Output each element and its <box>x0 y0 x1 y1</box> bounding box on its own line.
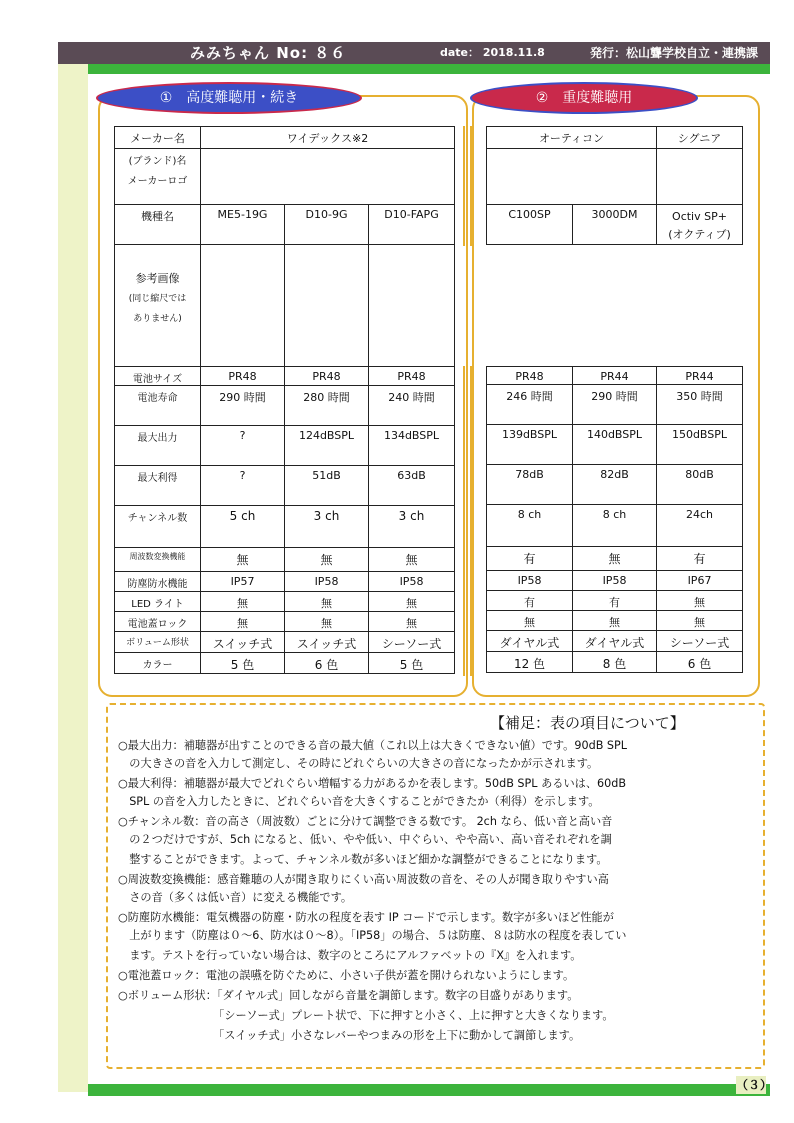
note-line: ます。テストを行っていない場合は、数字のところにアルファベットの『X』を入れます。 <box>118 949 582 962</box>
freq-conv-cell: 無 <box>369 548 455 572</box>
label-life: 電池寿命 <box>115 386 201 426</box>
logo-cell-right <box>657 149 743 205</box>
life-cell: 246 時間 <box>487 385 573 425</box>
waterproof-cell: IP58 <box>573 571 657 591</box>
label-brand-logo <box>115 149 201 205</box>
model-cell: D10-FAPG <box>369 205 455 245</box>
issuer: 発行：松山聾学校自立・連携課 <box>590 46 759 60</box>
spec-table-right <box>486 126 743 673</box>
note-line: SPL の音を入力したときに、どれぐらい音を大きくすることができたか（利得）を示します。 <box>118 795 600 808</box>
channels-cell: 5 ch <box>201 506 285 548</box>
life-cell: 280 時間 <box>285 386 369 426</box>
label-maker: メーカー名 <box>115 127 201 149</box>
volume-cell: スイッチ式 <box>201 632 285 653</box>
lock-cell: 無 <box>657 611 743 631</box>
newsletter-title: みみちゃん No: ８６ <box>190 44 347 62</box>
ref-image-label: 参考画像 <box>135 272 180 285</box>
note-line: ○防塵防水機能：電気機器の防塵・防水の程度を表す IP コードで示します。数字が多いほど性能が <box>118 911 614 924</box>
max-gain-cell: 80dB <box>657 465 743 505</box>
channels-cell: 3 ch <box>285 506 369 548</box>
channels-cell: 24ch <box>657 505 743 547</box>
label-model: 機種名 <box>115 205 201 245</box>
channels-cell: 8 ch <box>487 505 573 547</box>
colors-cell: 6 色 <box>657 652 743 673</box>
max-gain-cell: ? <box>201 466 285 506</box>
ref-image-note: (同じ縮尺では <box>128 294 187 304</box>
note-line: ○最大利得：補聴器が最大でどれぐらい増幅する力があるかを表します。50dB SPL あるいは、60dB <box>118 777 627 790</box>
lock-cell: 無 <box>369 612 455 632</box>
volume-cell: ダイヤル式 <box>573 631 657 652</box>
model-note: (オクティブ) <box>668 228 731 241</box>
battery-cell: PR48 <box>369 367 455 386</box>
label-waterproof: 防塵防水機能 <box>115 572 201 592</box>
colors-cell: 12 色 <box>487 652 573 673</box>
image-cell <box>201 245 285 367</box>
max-gain-cell: 82dB <box>573 465 657 505</box>
volume-cell: ダイヤル式 <box>487 631 573 652</box>
lock-cell: 無 <box>285 612 369 632</box>
image-cell <box>657 245 743 367</box>
waterproof-cell: IP67 <box>657 571 743 591</box>
logo-cell-right <box>487 149 657 205</box>
led-cell: 無 <box>657 591 743 611</box>
battery-cell: PR44 <box>657 367 743 385</box>
label-battery: 電池サイズ <box>115 367 201 386</box>
volume-cell: シーソー式 <box>657 631 743 652</box>
spec-table-left <box>114 126 455 674</box>
battery-cell: PR48 <box>201 367 285 386</box>
image-cell <box>487 245 573 367</box>
lock-cell: 無 <box>573 611 657 631</box>
divider-line <box>463 366 465 676</box>
life-cell: 290 時間 <box>573 385 657 425</box>
volume-cell: スイッチ式 <box>285 632 369 653</box>
lock-cell: 無 <box>487 611 573 631</box>
image-cell <box>573 245 657 367</box>
life-cell: 240 時間 <box>369 386 455 426</box>
panel-left-title: ① 高度難聴用・続き <box>96 82 362 114</box>
waterproof-cell: IP57 <box>201 572 285 592</box>
brand-oticon: オーティコン <box>487 127 657 149</box>
led-cell: 有 <box>573 591 657 611</box>
led-cell: 無 <box>369 592 455 612</box>
note-line: ○最大出力：補聴器が出すことのできる音の最大値（これ以上は大きくできない値）です。90dB SPL <box>118 739 628 752</box>
model-cell: D10-9G <box>285 205 369 245</box>
lock-cell: 無 <box>201 612 285 632</box>
waterproof-cell: IP58 <box>487 571 573 591</box>
divider-line <box>463 126 465 246</box>
battery-cell: PR44 <box>573 367 657 385</box>
label-ref-image <box>115 245 201 367</box>
waterproof-cell: IP58 <box>285 572 369 592</box>
image-cell <box>285 245 369 367</box>
label-volume: ボリューム形状 <box>115 632 201 653</box>
note-line: ○チャンネル数：音の高さ（周波数）ごとに分けて調整できる数です。 2ch なら、低い音と高い音 <box>118 815 613 828</box>
label-channels: チャンネル数 <box>115 506 201 548</box>
header-green-line <box>88 64 770 74</box>
label-max-output: 最大出力 <box>115 426 201 466</box>
max-gain-cell: 63dB <box>369 466 455 506</box>
freq-conv-cell: 無 <box>285 548 369 572</box>
model-cell-signia <box>657 205 743 245</box>
note-line: ○周波数変換機能：感音難聴の人が聞き取りにくい高い周波数の音を、その人が聞き取りやすい高 <box>118 873 609 886</box>
volume-cell: シーソー式 <box>369 632 455 653</box>
max-output-cell: 139dBSPL <box>487 425 573 465</box>
note-line: の２つだけですが、5ch になると、低い、やや低い、中ぐらい、やや高い、高い音それぞれを調 <box>118 833 612 846</box>
page-number: （３） <box>736 1078 773 1092</box>
model-cell: C100SP <box>487 205 573 245</box>
led-cell: 無 <box>201 592 285 612</box>
model-cell: 3000DM <box>573 205 657 245</box>
life-cell: 290 時間 <box>201 386 285 426</box>
colors-cell: 8 色 <box>573 652 657 673</box>
max-output-cell: 140dBSPL <box>573 425 657 465</box>
freq-conv-cell: 無 <box>201 548 285 572</box>
led-cell: 無 <box>285 592 369 612</box>
max-gain-cell: 78dB <box>487 465 573 505</box>
freq-conv-cell: 有 <box>657 547 743 571</box>
issue-date: date： 2018.11.8 <box>440 46 545 59</box>
label-max-gain: 最大利得 <box>115 466 201 506</box>
freq-conv-cell: 無 <box>573 547 657 571</box>
left-margin-strip <box>58 42 88 1092</box>
label-freq-conv: 周波数変換機能 <box>115 548 201 572</box>
brand-widex: ワイデックス※2 <box>201 127 455 149</box>
note-line: 「スイッチ式」小さなレバーやつまみの形を上下に動かして調節します。 <box>118 1029 581 1042</box>
model-name: Octiv SP+ <box>672 210 727 223</box>
logo-cell-left <box>201 149 455 205</box>
ref-image-note: ありません) <box>133 314 182 324</box>
label-lock: 電池蓋ロック <box>115 612 201 632</box>
note-line: ○電池蓋ロック：電池の誤嚥を防ぐために、小さい子供が蓋を開けられないようにします。 <box>118 969 575 982</box>
label-colors: カラー <box>115 653 201 674</box>
note-line: 上がります（防塵は０～6、防水は０～8）。「IP58」の場合、５は防塵、８は防水の程度を表してい <box>118 929 627 942</box>
max-output-cell: 124dBSPL <box>285 426 369 466</box>
note-line: さの音（多くは低い音）に変える機能です。 <box>118 891 353 904</box>
led-cell: 有 <box>487 591 573 611</box>
footer-green-line <box>88 1084 770 1096</box>
brand-signia: シグニア <box>657 127 743 149</box>
note-line: の大きさの音を入力して測定し、その時にどれぐらいの大きさの音になったかが示されます。 <box>118 757 599 770</box>
battery-cell: PR48 <box>487 367 573 385</box>
max-gain-cell: 51dB <box>285 466 369 506</box>
colors-cell: 5 色 <box>201 653 285 674</box>
label-logo: メーカーロゴ <box>127 176 188 187</box>
divider-line <box>470 366 472 676</box>
note-line: 整することができます。よって、チャンネル数が多いほど細かな調整ができることになります。 <box>118 853 608 866</box>
note-line: ○ボリューム形状：「ダイヤル式」回しながら音量を調節します。数字の目盛りがあります。 <box>118 989 579 1002</box>
label-brand: (ブランド)名 <box>128 156 187 167</box>
image-cell <box>369 245 455 367</box>
max-output-cell: ? <box>201 426 285 466</box>
notes-title: 【補足：表の項目について】 <box>490 714 685 732</box>
life-cell: 350 時間 <box>657 385 743 425</box>
note-line: 「シーソー式」プレート状で、下に押すと小さく、上に押すと大きくなります。 <box>118 1009 614 1022</box>
model-cell: ME5-19G <box>201 205 285 245</box>
waterproof-cell: IP58 <box>369 572 455 592</box>
freq-conv-cell: 有 <box>487 547 573 571</box>
panel-right-title: ② 重度難聴用 <box>470 82 698 114</box>
max-output-cell: 150dBSPL <box>657 425 743 465</box>
colors-cell: 5 色 <box>369 653 455 674</box>
colors-cell: 6 色 <box>285 653 369 674</box>
channels-cell: 8 ch <box>573 505 657 547</box>
max-output-cell: 134dBSPL <box>369 426 455 466</box>
channels-cell: 3 ch <box>369 506 455 548</box>
label-led: LED ライト <box>115 592 201 612</box>
battery-cell: PR48 <box>285 367 369 386</box>
divider-line <box>470 126 472 246</box>
